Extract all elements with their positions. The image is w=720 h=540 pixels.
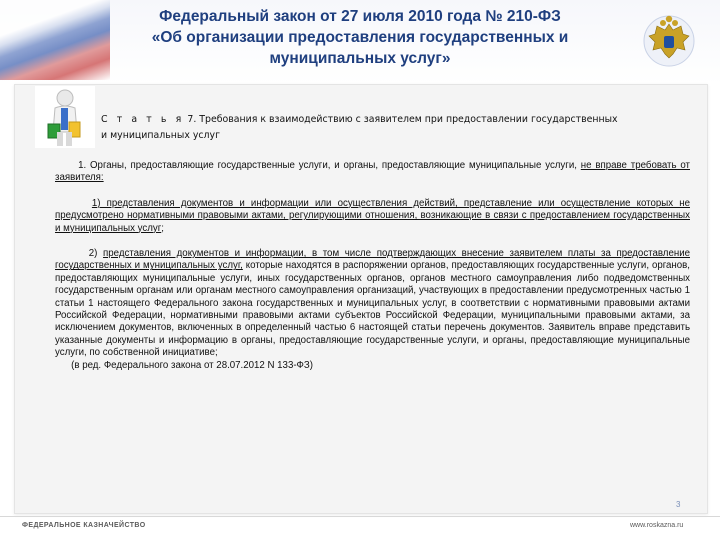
article-body (55, 160, 690, 372)
footer-divider (0, 516, 720, 517)
page-number: 3 (676, 500, 681, 509)
paragraph-3-text: которые находятся в распоряжении органов, предоставляющих государственные услуги, органов, предоставляющих муниципальные услуги, иных государственных органов, органов местного самоуправления либо подведомственных государственным органам или органам местного самоуправления организаций, участвующих в предоставлении предусмотренных частью 1 статьи 1 настоящего Федерального закона государственных и муниципальных услуг, в соответствии с нормативными правовыми актами Российской Федерации, нормативными правовыми актами субъектов Российской Федерации, муниципальными правовыми актами, за исключением документов, включенных в определенный частью 6 настоящей статьи перечень документов. Заявитель вправе представить указанные документы и информацию в органы, предоставляющие государственные услуги, и органы, предоставляющие муниципальные услуги, по собственной инициативе; (55, 260, 691, 359)
russian-flag-decoration (0, 0, 110, 80)
paragraph-1-text: 1. Органы, предоставляющие государственные услуги, и органы, предоставляющие муниципальные услуги, (78, 160, 581, 171)
title-line-1: Федеральный закон от 27 июля 2010 года № 210-ФЗ (159, 8, 561, 25)
paragraph-2 (55, 198, 690, 235)
footer-website-link[interactable]: www.roskazna.ru (630, 522, 684, 529)
paragraph-1 (55, 160, 690, 185)
paragraph-3 (55, 248, 690, 360)
article-label: С т а т ь я (101, 114, 185, 125)
title-line-2: «Об организации предоставления государственных и (151, 29, 569, 46)
footer-organization: ФЕДЕРАЛЬНОЕ КАЗНАЧЕЙСТВО (22, 522, 146, 529)
title-line-3: муниципальных услуг» (269, 50, 451, 67)
paragraph-4 (55, 360, 690, 372)
paragraph-4-text: (в ред. Федерального закона от 28.07.2012 N 133-ФЗ) (71, 359, 314, 371)
double-headed-eagle-emblem-icon (643, 12, 695, 70)
article-heading (101, 112, 697, 144)
page-title (100, 6, 620, 69)
paragraph-2-underlined: 1) представления документов и информации или осуществления действий, представление или осуществление которых не предусмотрено нормативными правовыми актами, регулирующими отношения, возникающие в связи с предоставлением государственных и муниципальных услуг (55, 197, 690, 234)
paragraph-3-underlined: представления документов и информации, в том числе подтверждающих внесение заявителем платы за предоставление государственных и муниципальных услуг, (55, 248, 690, 272)
paragraph-1-underlined: не вправе требовать от заявителя: (55, 160, 690, 184)
article-title-line-1: 7. Требования к взаимодействию с заявителем при предоставлении государственных (187, 114, 618, 125)
person-with-shopping-bags-icon (35, 86, 95, 148)
paragraph-2-tail: ; (161, 222, 164, 234)
paragraph-3-prefix: 2) (88, 248, 104, 260)
article-title-line-2: и муниципальных услуг (101, 130, 221, 141)
